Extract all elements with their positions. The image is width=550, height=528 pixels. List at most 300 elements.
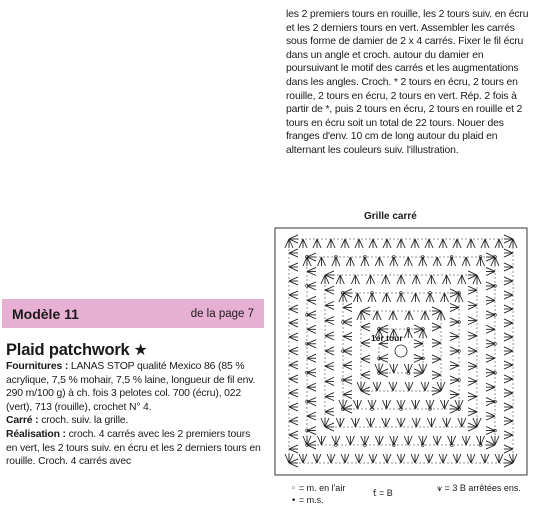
treble-stitch-mark bbox=[468, 347, 477, 351]
treble-stitch-mark bbox=[401, 418, 405, 427]
fournitures-paragraph bbox=[6, 360, 264, 414]
treble-stitch-mark bbox=[433, 436, 437, 445]
treble-stitch-mark bbox=[367, 418, 371, 427]
treble-stitch-mark bbox=[343, 332, 352, 336]
treble-stitch-mark bbox=[289, 319, 298, 323]
treble-stitch-mark bbox=[361, 359, 370, 363]
treble-stitch-mark bbox=[285, 239, 289, 248]
treble-stitch-mark bbox=[289, 351, 298, 355]
treble-stitch-mark bbox=[504, 347, 513, 351]
treble-stitch-mark bbox=[325, 397, 334, 401]
treble-stitch-mark bbox=[394, 364, 398, 373]
treble-stitch-mark bbox=[504, 281, 513, 285]
treble-stitch-mark bbox=[285, 454, 289, 463]
treble-stitch-mark bbox=[486, 267, 495, 271]
treble-stitch-mark bbox=[462, 436, 466, 445]
treble-stitch-mark bbox=[416, 418, 420, 427]
treble-stitch-mark bbox=[504, 435, 513, 439]
treble-stitch-mark bbox=[307, 267, 316, 271]
treble-stitch-mark bbox=[397, 275, 401, 284]
treble-stitch-mark bbox=[450, 332, 459, 336]
treble-stitch-mark bbox=[411, 454, 415, 463]
round-chain-line bbox=[289, 239, 513, 463]
treble-stitch-mark bbox=[462, 257, 466, 266]
treble-stitch-mark bbox=[468, 412, 477, 416]
treble-stitch-mark bbox=[382, 275, 386, 284]
treble-stitch-mark bbox=[414, 344, 423, 348]
treble-stitch-mark bbox=[504, 319, 513, 323]
treble-stitch-mark bbox=[386, 418, 390, 427]
treble-stitch-mark bbox=[466, 257, 470, 266]
treble-stitch-mark bbox=[361, 375, 370, 379]
treble-stitch-mark bbox=[440, 400, 444, 409]
treble-stitch-mark bbox=[485, 239, 489, 248]
treble-stitch-mark bbox=[432, 375, 441, 379]
treble-stitch-mark bbox=[373, 454, 377, 463]
treble-stitch-mark bbox=[468, 286, 477, 290]
treble-stitch-mark bbox=[481, 454, 485, 463]
treble-stitch-mark bbox=[408, 436, 412, 445]
treble-stitch-mark bbox=[445, 293, 449, 302]
treble-stitch-mark bbox=[345, 239, 349, 248]
treble-stitch-mark bbox=[495, 436, 499, 445]
treble-stitch-mark bbox=[468, 332, 477, 336]
treble-stitch-mark bbox=[317, 436, 321, 445]
treble-stitch-mark bbox=[486, 329, 495, 333]
treble-stitch-mark bbox=[299, 454, 303, 463]
treble-stitch-mark bbox=[432, 343, 441, 347]
treble-stitch-mark bbox=[317, 257, 321, 266]
treble-stitch-mark bbox=[325, 317, 334, 321]
treble-stitch-mark bbox=[447, 418, 451, 427]
treble-stitch-mark bbox=[504, 407, 513, 411]
legend-chain bbox=[291, 483, 345, 495]
treble-stitch-mark bbox=[433, 257, 437, 266]
treble-stitch-mark bbox=[401, 239, 405, 248]
treble-stitch-mark bbox=[432, 359, 441, 363]
treble-stitch-mark bbox=[325, 271, 334, 275]
treble-stitch-mark bbox=[325, 321, 334, 325]
treble-stitch-mark bbox=[504, 445, 513, 449]
treble-stitch-mark bbox=[513, 454, 517, 463]
treble-stitch-mark bbox=[371, 275, 375, 284]
treble-stitch-mark bbox=[432, 327, 441, 331]
treble-stitch-mark bbox=[467, 454, 471, 463]
treble-stitch-mark bbox=[486, 412, 495, 416]
treble-stitch-mark bbox=[353, 293, 357, 302]
treble-stitch-mark bbox=[327, 454, 331, 463]
treble-stitch-mark bbox=[289, 305, 298, 309]
fournitures-text: LANAS STOP qualité Mexico 86 (85 % acrylique, 7,5 % mohair, 7,5 % laine, longueur de fil env. 290 m/100 g) à ch. fois 3 pelotes col. 700 (écru), 022 (vert), 713 (rouille), crochet N° 4. bbox=[6, 361, 256, 413]
diagram-legend bbox=[287, 481, 547, 525]
treble-stitch-mark bbox=[445, 400, 449, 409]
treble-stitch-mark bbox=[289, 361, 298, 365]
treble-stitch-mark bbox=[346, 436, 350, 445]
treble-stitch-mark bbox=[486, 296, 495, 300]
treble-stitch-mark bbox=[325, 381, 334, 385]
treble-stitch-mark bbox=[343, 390, 352, 394]
treble-stitch-mark bbox=[486, 387, 495, 391]
round-chain-line bbox=[361, 311, 441, 391]
treble-stitch-icon: ƭ bbox=[373, 489, 377, 499]
treble-stitch-mark bbox=[340, 275, 344, 284]
treble-stitch-mark bbox=[431, 418, 435, 427]
treble-stitch-mark bbox=[307, 416, 316, 420]
treble-stitch-mark bbox=[373, 239, 377, 248]
treble-stitch-mark bbox=[325, 347, 334, 351]
outer-round-mark bbox=[275, 228, 527, 475]
model-number: Modèle 11 bbox=[12, 305, 79, 322]
treble-stitch-mark bbox=[289, 435, 298, 439]
treble-stitch-mark bbox=[345, 454, 349, 463]
treble-stitch-mark bbox=[415, 454, 419, 463]
treble-stitch-mark bbox=[499, 454, 503, 463]
treble-stitch-mark bbox=[325, 393, 334, 397]
treble-stitch-mark bbox=[373, 311, 377, 320]
treble-stitch-mark bbox=[504, 305, 513, 309]
treble-stitch-mark bbox=[361, 339, 370, 343]
treble-stitch-mark bbox=[357, 311, 361, 320]
treble-stitch-mark bbox=[513, 239, 517, 248]
treble-stitch-mark bbox=[504, 263, 513, 267]
pattern-title bbox=[6, 340, 148, 360]
treble-stitch-mark bbox=[289, 235, 298, 239]
round-chain-line bbox=[343, 293, 459, 409]
treble-stitch-mark bbox=[369, 454, 373, 463]
treble-stitch-mark bbox=[361, 371, 370, 375]
treble-stitch-mark bbox=[504, 361, 513, 365]
round-chain-line bbox=[307, 257, 495, 445]
treble-stitch-mark bbox=[355, 418, 359, 427]
treble-stitch-mark bbox=[504, 351, 513, 355]
treble-stitch-mark bbox=[289, 323, 298, 327]
treble-stitch-mark bbox=[387, 239, 391, 248]
treble-stitch-mark bbox=[346, 257, 350, 266]
treble-stitch-mark bbox=[467, 239, 471, 248]
treble-stitch-mark bbox=[317, 454, 321, 463]
treble-stitch-mark bbox=[325, 305, 334, 309]
treble-stitch-mark bbox=[504, 417, 513, 421]
treble-stitch-mark bbox=[504, 295, 513, 299]
treble-stitch-mark bbox=[361, 323, 370, 327]
treble-stitch-mark bbox=[468, 377, 477, 381]
treble-stitch-mark bbox=[443, 275, 447, 284]
treble-stitch-mark bbox=[439, 454, 443, 463]
treble-stitch-mark bbox=[504, 333, 513, 337]
treble-stitch-mark bbox=[468, 366, 477, 370]
treble-stitch-mark bbox=[486, 325, 495, 329]
carre-text: croch. suiv. la grille. bbox=[41, 415, 129, 427]
treble-stitch-mark bbox=[382, 400, 386, 409]
treble-stitch-mark bbox=[307, 325, 316, 329]
treble-stitch-mark bbox=[450, 395, 459, 399]
treble-stitch-mark bbox=[504, 309, 513, 313]
treble-stitch-mark bbox=[325, 412, 334, 416]
treble-stitch-mark bbox=[387, 454, 391, 463]
treble-stitch-mark bbox=[382, 293, 386, 302]
treble-stitch-mark bbox=[415, 239, 419, 248]
treble-stitch-mark bbox=[289, 403, 298, 407]
treble-stitch-mark bbox=[375, 257, 379, 266]
treble-stitch-mark bbox=[307, 412, 316, 416]
pattern-title-text: Plaid patchwork bbox=[6, 341, 130, 359]
treble-stitch-mark bbox=[289, 445, 298, 449]
treble-stitch-mark bbox=[437, 257, 441, 266]
treble-stitch-mark bbox=[387, 400, 391, 409]
treble-stitch-mark bbox=[289, 347, 298, 351]
treble-stitch-mark bbox=[471, 239, 475, 248]
treble-stitch-mark bbox=[289, 379, 298, 383]
treble-stitch-mark bbox=[468, 321, 477, 325]
treble-stitch-mark bbox=[325, 332, 334, 336]
treble-stitch-mark bbox=[481, 239, 485, 248]
treble-stitch-mark bbox=[468, 362, 477, 366]
treble-stitch-mark bbox=[453, 454, 457, 463]
legend-treble-text: = B bbox=[379, 488, 393, 498]
treble-stitch-mark bbox=[355, 454, 359, 463]
treble-stitch-mark bbox=[289, 249, 298, 253]
treble-stitch-mark bbox=[486, 383, 495, 387]
treble-stitch-mark bbox=[397, 418, 401, 427]
treble-stitch-mark bbox=[504, 463, 513, 467]
legend-treble bbox=[373, 488, 393, 500]
treble-stitch-mark bbox=[355, 239, 359, 248]
fournitures-label: Fournitures : bbox=[6, 361, 69, 372]
treble-stitch-mark bbox=[289, 393, 298, 397]
pattern-instructions bbox=[6, 360, 264, 469]
treble-stitch-mark bbox=[325, 301, 334, 305]
treble-stitch-mark bbox=[495, 454, 499, 463]
treble-stitch-mark bbox=[458, 418, 462, 427]
treble-stitch-mark bbox=[408, 257, 412, 266]
treble-stitch-mark bbox=[321, 275, 325, 284]
treble-stitch-mark bbox=[468, 290, 477, 294]
treble-stitch-mark bbox=[371, 418, 375, 427]
treble-stitch-mark bbox=[325, 336, 334, 340]
treble-stitch-mark bbox=[325, 366, 334, 370]
treble-stitch-mark bbox=[373, 382, 377, 391]
treble-stitch-mark bbox=[504, 249, 513, 253]
treble-stitch-mark bbox=[289, 417, 298, 421]
treble-stitch-mark bbox=[393, 382, 397, 391]
treble-stitch-mark bbox=[414, 373, 423, 377]
realisation-text: croch. 4 carrés avec les 2 premiers tours en vert, les 2 tours suiv. en écru et les 2 derniers tours en rouille. Croch. 4 carrés avec bbox=[6, 428, 261, 468]
treble-stitch-mark bbox=[421, 382, 425, 391]
treble-stitch-mark bbox=[325, 362, 334, 366]
treble-stitch-mark bbox=[427, 275, 431, 284]
treble-stitch-mark bbox=[416, 275, 420, 284]
treble-stitch-mark bbox=[325, 286, 334, 290]
treble-stitch-mark bbox=[350, 436, 354, 445]
treble-stitch-mark bbox=[411, 293, 415, 302]
treble-stitch-mark bbox=[361, 391, 370, 395]
treble-stitch-mark bbox=[447, 275, 451, 284]
treble-stitch-mark bbox=[486, 354, 495, 358]
treble-stitch-mark bbox=[457, 239, 461, 248]
legend-slip bbox=[291, 495, 324, 507]
treble-stitch-mark bbox=[358, 293, 362, 302]
treble-stitch-mark bbox=[299, 239, 303, 248]
treble-stitch-mark bbox=[504, 431, 513, 435]
treble-stitch-mark bbox=[504, 365, 513, 369]
cluster-stitch-icon: ⩛ bbox=[437, 484, 443, 494]
treble-stitch-mark bbox=[504, 291, 513, 295]
treble-stitch-mark bbox=[432, 323, 441, 327]
treble-stitch-mark bbox=[289, 281, 298, 285]
treble-stitch-mark bbox=[504, 393, 513, 397]
treble-stitch-mark bbox=[429, 454, 433, 463]
treble-stitch-mark bbox=[504, 379, 513, 383]
treble-stitch-mark bbox=[462, 418, 466, 427]
treble-stitch-mark bbox=[289, 291, 298, 295]
treble-stitch-mark bbox=[379, 344, 388, 348]
treble-stitch-mark bbox=[317, 239, 321, 248]
legend-chain-text: = m. en l'air bbox=[298, 483, 346, 493]
treble-stitch-mark bbox=[357, 382, 361, 391]
treble-stitch-mark bbox=[401, 454, 405, 463]
treble-stitch-mark bbox=[289, 263, 298, 267]
treble-stitch-mark bbox=[504, 375, 513, 379]
treble-stitch-mark bbox=[432, 355, 441, 359]
treble-stitch-mark bbox=[383, 454, 387, 463]
treble-stitch-mark bbox=[343, 361, 352, 365]
diagram-title: Grille carré bbox=[364, 211, 417, 222]
treble-stitch-mark bbox=[432, 307, 441, 311]
treble-stitch-mark bbox=[377, 382, 381, 391]
treble-stitch-mark bbox=[307, 300, 316, 304]
treble-stitch-mark bbox=[468, 305, 477, 309]
treble-stitch-mark bbox=[341, 454, 345, 463]
treble-stitch-mark bbox=[462, 275, 466, 284]
realisation-label: Réalisation : bbox=[6, 428, 66, 440]
treble-stitch-mark bbox=[499, 239, 503, 248]
treble-stitch-mark bbox=[359, 454, 363, 463]
carre-paragraph bbox=[6, 414, 264, 428]
treble-stitch-mark bbox=[289, 463, 298, 467]
center-ring-mark bbox=[395, 345, 407, 357]
treble-stitch-mark bbox=[289, 421, 298, 425]
treble-stitch-mark bbox=[289, 309, 298, 313]
treble-stitch-mark bbox=[450, 366, 459, 370]
treble-stitch-mark bbox=[468, 317, 477, 321]
treble-stitch-mark bbox=[453, 239, 457, 248]
chain-stitch-icon: ◦ bbox=[291, 484, 297, 494]
treble-stitch-mark bbox=[361, 307, 370, 311]
treble-stitch-mark bbox=[289, 365, 298, 369]
treble-stitch-mark bbox=[468, 397, 477, 401]
treble-stitch-mark bbox=[386, 275, 390, 284]
treble-stitch-mark bbox=[443, 454, 447, 463]
instructions-paragraph: les 2 premiers tours en rouille, les 2 tours suiv. en écru et les 2 derniers tours en vert. Assembler les carrés sous forme de damier de 2 x 4 carrés. Fixer le fil écru dans un angle et croch. autour du damier en poursuivant le motif des carrés et les augmentations dans les angles. Croch. * 2 tours en écru, 2 tours en rouille, 2 tours en écru, 2 tours en vert. Rép. 2 fois à partir de *, puis 2 tours en écru, 2 tours en rouille et 2 tours en écru soit un total de 22 tours. Nouer des franges d'env. 10 cm de long autour du plaid en alternant les couleurs suiv. l'illustration. bbox=[286, 9, 529, 156]
treble-stitch-mark bbox=[343, 395, 352, 399]
treble-stitch-mark bbox=[289, 267, 298, 271]
treble-stitch-mark bbox=[397, 239, 401, 248]
treble-stitch-mark bbox=[409, 382, 413, 391]
treble-stitch-mark bbox=[477, 275, 481, 284]
treble-stitch-mark bbox=[405, 311, 409, 320]
treble-stitch-mark bbox=[411, 400, 415, 409]
treble-stitch-mark bbox=[412, 418, 416, 427]
treble-stitch-mark bbox=[289, 389, 298, 393]
treble-stitch-mark bbox=[289, 295, 298, 299]
treble-stitch-mark bbox=[379, 436, 383, 445]
treble-stitch-mark bbox=[343, 308, 352, 312]
treble-stitch-mark bbox=[411, 239, 415, 248]
treble-stitch-mark bbox=[466, 436, 470, 445]
carre-label: Carré : bbox=[6, 415, 39, 427]
treble-stitch-mark bbox=[468, 336, 477, 340]
treble-stitch-mark bbox=[450, 337, 459, 341]
treble-stitch-mark bbox=[486, 358, 495, 362]
treble-stitch-mark bbox=[343, 303, 352, 307]
treble-stitch-mark bbox=[423, 364, 427, 373]
treble-stitch-mark bbox=[405, 382, 409, 391]
treble-stitch-mark bbox=[390, 364, 394, 373]
treble-stitch-mark bbox=[450, 308, 459, 312]
treble-stitch-mark bbox=[343, 366, 352, 370]
realisation-paragraph bbox=[6, 428, 264, 469]
treble-stitch-mark bbox=[343, 337, 352, 341]
treble-stitch-mark bbox=[421, 311, 425, 320]
treble-stitch-mark bbox=[393, 311, 397, 320]
treble-stitch-mark bbox=[289, 431, 298, 435]
treble-stitch-mark bbox=[431, 275, 435, 284]
treble-stitch-mark bbox=[359, 239, 363, 248]
legend-cluster-text: = 3 B arrêtées ens. bbox=[444, 483, 521, 493]
treble-stitch-mark bbox=[504, 449, 513, 453]
treble-stitch-mark bbox=[495, 239, 499, 248]
treble-stitch-mark bbox=[441, 311, 445, 320]
treble-stitch-mark bbox=[289, 375, 298, 379]
treble-stitch-mark bbox=[486, 416, 495, 420]
treble-stitch-mark bbox=[327, 239, 331, 248]
granny-square-diagram bbox=[271, 224, 531, 479]
treble-stitch-mark bbox=[307, 354, 316, 358]
treble-stitch-mark bbox=[321, 257, 325, 266]
treble-stitch-mark bbox=[477, 418, 481, 427]
treble-stitch-mark bbox=[425, 382, 429, 391]
treble-stitch-mark bbox=[468, 427, 477, 431]
treble-stitch-mark bbox=[340, 418, 344, 427]
treble-stitch-mark bbox=[401, 275, 405, 284]
treble-stitch-mark bbox=[450, 390, 459, 394]
slip-stitch-icon: • bbox=[291, 496, 297, 506]
treble-stitch-mark bbox=[450, 303, 459, 307]
treble-stitch-mark bbox=[457, 454, 461, 463]
treble-stitch-mark bbox=[307, 387, 316, 391]
treble-stitch-mark bbox=[486, 271, 495, 275]
treble-stitch-mark bbox=[409, 311, 413, 320]
treble-stitch-mark bbox=[486, 445, 495, 449]
treble-stitch-mark bbox=[425, 239, 429, 248]
treble-stitch-mark bbox=[416, 293, 420, 302]
treble-stitch-mark bbox=[341, 239, 345, 248]
treble-stitch-mark bbox=[289, 449, 298, 453]
treble-stitch-mark bbox=[468, 393, 477, 397]
treble-stitch-mark bbox=[432, 371, 441, 375]
treble-stitch-mark bbox=[289, 337, 298, 341]
treble-stitch-mark bbox=[468, 301, 477, 305]
treble-stitch-mark bbox=[389, 311, 393, 320]
treble-stitch-mark bbox=[321, 418, 325, 427]
treble-stitch-mark bbox=[439, 239, 443, 248]
treble-stitch-mark bbox=[313, 454, 317, 463]
first-round-label: 1er tour bbox=[371, 333, 403, 343]
treble-stitch-mark bbox=[504, 421, 513, 425]
treble-stitch-mark bbox=[425, 454, 429, 463]
treble-stitch-mark bbox=[468, 381, 477, 385]
treble-stitch-mark bbox=[389, 382, 393, 391]
